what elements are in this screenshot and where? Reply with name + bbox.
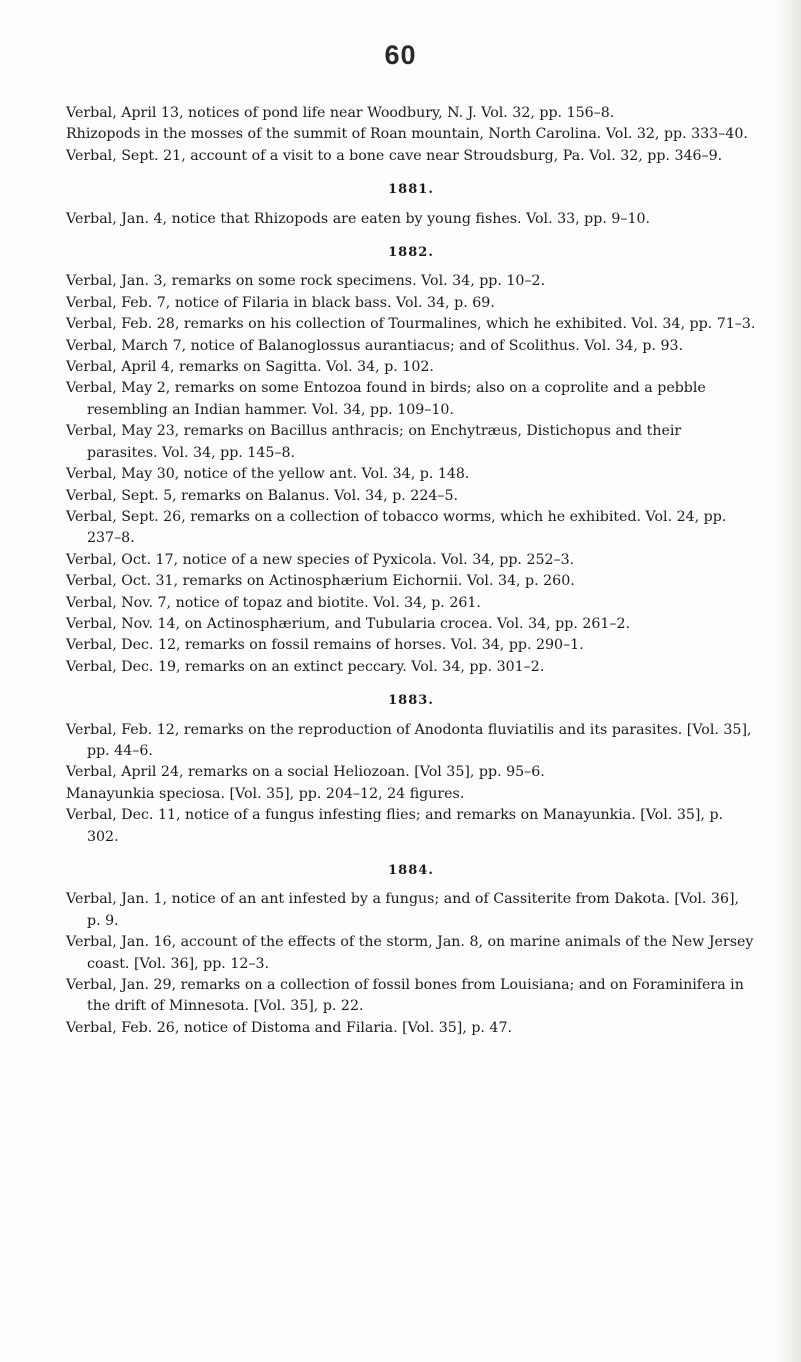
- bibliography-entry: Verbal, Nov. 7, notice of topaz and biotite. Vol. 34, p. 261.: [66, 594, 481, 611]
- year-heading: 1883.: [388, 693, 434, 709]
- year-section: [66, 860, 756, 1039]
- bibliography-list: [66, 103, 756, 1039]
- year-section: [66, 103, 756, 167]
- bibliography-entry: Verbal, Feb. 26, notice of Distoma and Filaria. [Vol. 35], p. 47.: [66, 1019, 512, 1036]
- bibliography-entry: Verbal, Feb. 28, remarks on his collection of Tourmalines, which he exhibited. Vol. 34, pp. 71–3.: [66, 316, 756, 333]
- bibliography-entry: Verbal, Feb. 12, remarks on the reproduction of Anodonta fluviatilis and its parasites. [Vol. 35], pp. 44–6.: [66, 721, 752, 759]
- year-section: [66, 242, 756, 678]
- year-heading: 1881.: [388, 182, 434, 198]
- bibliography-entry: Verbal, Sept. 21, account of a visit to a bone cave near Stroudsburg, Pa. Vol. 32, pp. 346–9.: [66, 147, 723, 164]
- bibliography-entry: Verbal, Feb. 7, notice of Filaria in black bass. Vol. 34, p. 69.: [66, 294, 495, 311]
- bibliography-entry: Verbal, Oct. 17, notice of a new species of Pyxicola. Vol. 34, pp. 252–3.: [66, 551, 575, 568]
- bibliography-entry: Verbal, Dec. 12, remarks on fossil remains of horses. Vol. 34, pp. 290–1.: [66, 637, 584, 654]
- page-number: 60: [384, 40, 417, 70]
- bibliography-entry: Verbal, April 24, remarks on a social Heliozoan. [Vol 35], pp. 95–6.: [66, 764, 545, 781]
- bibliography-entry: Verbal, Oct. 31, remarks on Actinosphærium Eichornii. Vol. 34, p. 260.: [66, 573, 575, 590]
- bibliography-entry: Verbal, March 7, notice of Balanoglossus aurantiacus; and of Scolithus. Vol. 34, p. 93.: [66, 337, 684, 354]
- bibliography-entry: Verbal, April 4, remarks on Sagitta. Vol. 34, p. 102.: [66, 359, 434, 376]
- bibliography-entry: Verbal, Jan. 4, notice that Rhizopods are eaten by young fishes. Vol. 33, pp. 9–10.: [66, 210, 651, 227]
- bibliography-entry: Verbal, Sept. 26, remarks on a collection of tobacco worms, which he exhibited. Vol. 24, pp. 237–8.: [66, 508, 727, 547]
- bibliography-entry: Verbal, Sept. 5, remarks on Balanus. Vol. 34, p. 224–5.: [66, 487, 459, 504]
- bibliography-entry: Rhizopods in the mosses of the summit of Roan mountain, North Carolina. Vol. 32, pp. 333–40.: [66, 126, 748, 143]
- bibliography-entry: Verbal, Dec. 11, notice of a fungus infesting flies; and remarks on Manayunkia. [Vol. 35], p. 302.: [66, 807, 724, 845]
- bibliography-entry: Verbal, Jan. 1, notice of an ant infested by a fungus; and of Cassiterite from Dakota. [Vol. 36], p. 9.: [66, 891, 740, 929]
- bibliography-entry: Verbal, May 23, remarks on Bacillus anthracis; on Enchytræus, Distichopus and their parasites. Vol. 34, pp. 145–8.: [66, 423, 682, 461]
- bibliography-entry: Verbal, Jan. 16, account of the effects of the storm, Jan. 8, on marine animals of the New Jersey coast. [Vol. 36], pp. 12–3.: [66, 934, 754, 972]
- year-section: [66, 690, 756, 848]
- bibliography-entry: Verbal, May 30, notice of the yellow ant. Vol. 34, p. 148.: [66, 466, 470, 483]
- bibliography-entry: Verbal, Jan. 3, remarks on some rock specimens. Vol. 34, pp. 10–2.: [66, 273, 546, 290]
- bibliography-entry: Manayunkia speciosa. [Vol. 35], pp. 204–12, 24 figures.: [66, 785, 465, 802]
- year-section: [66, 179, 756, 230]
- bibliography-entry: Verbal, Jan. 29, remarks on a collection of fossil bones from Louisiana; and on Foraminifera in the drift of Minnesota. [Vol. 35], p. 22.: [66, 977, 744, 1015]
- year-heading: 1882.: [388, 245, 434, 261]
- bibliography-entry: Verbal, May 2, remarks on some Entozoa found in birds; also on a coprolite and a pebble resembling an Indian hammer. Vol. 34, pp. 109–10.: [66, 380, 706, 418]
- bibliography-entry: Verbal, April 13, notices of pond life near Woodbury, N. J. Vol. 32, pp. 156–8.: [66, 105, 615, 121]
- bibliography-entry: Verbal, Nov. 14, on Actinosphærium, and Tubularia crocea. Vol. 34, pp. 261–2.: [66, 615, 631, 632]
- year-heading: 1884.: [388, 863, 434, 878]
- page-edge-shadow: [775, 0, 801, 1362]
- bibliography-entry: Verbal, Dec. 19, remarks on an extinct peccary. Vol. 34, pp. 301–2.: [66, 658, 545, 675]
